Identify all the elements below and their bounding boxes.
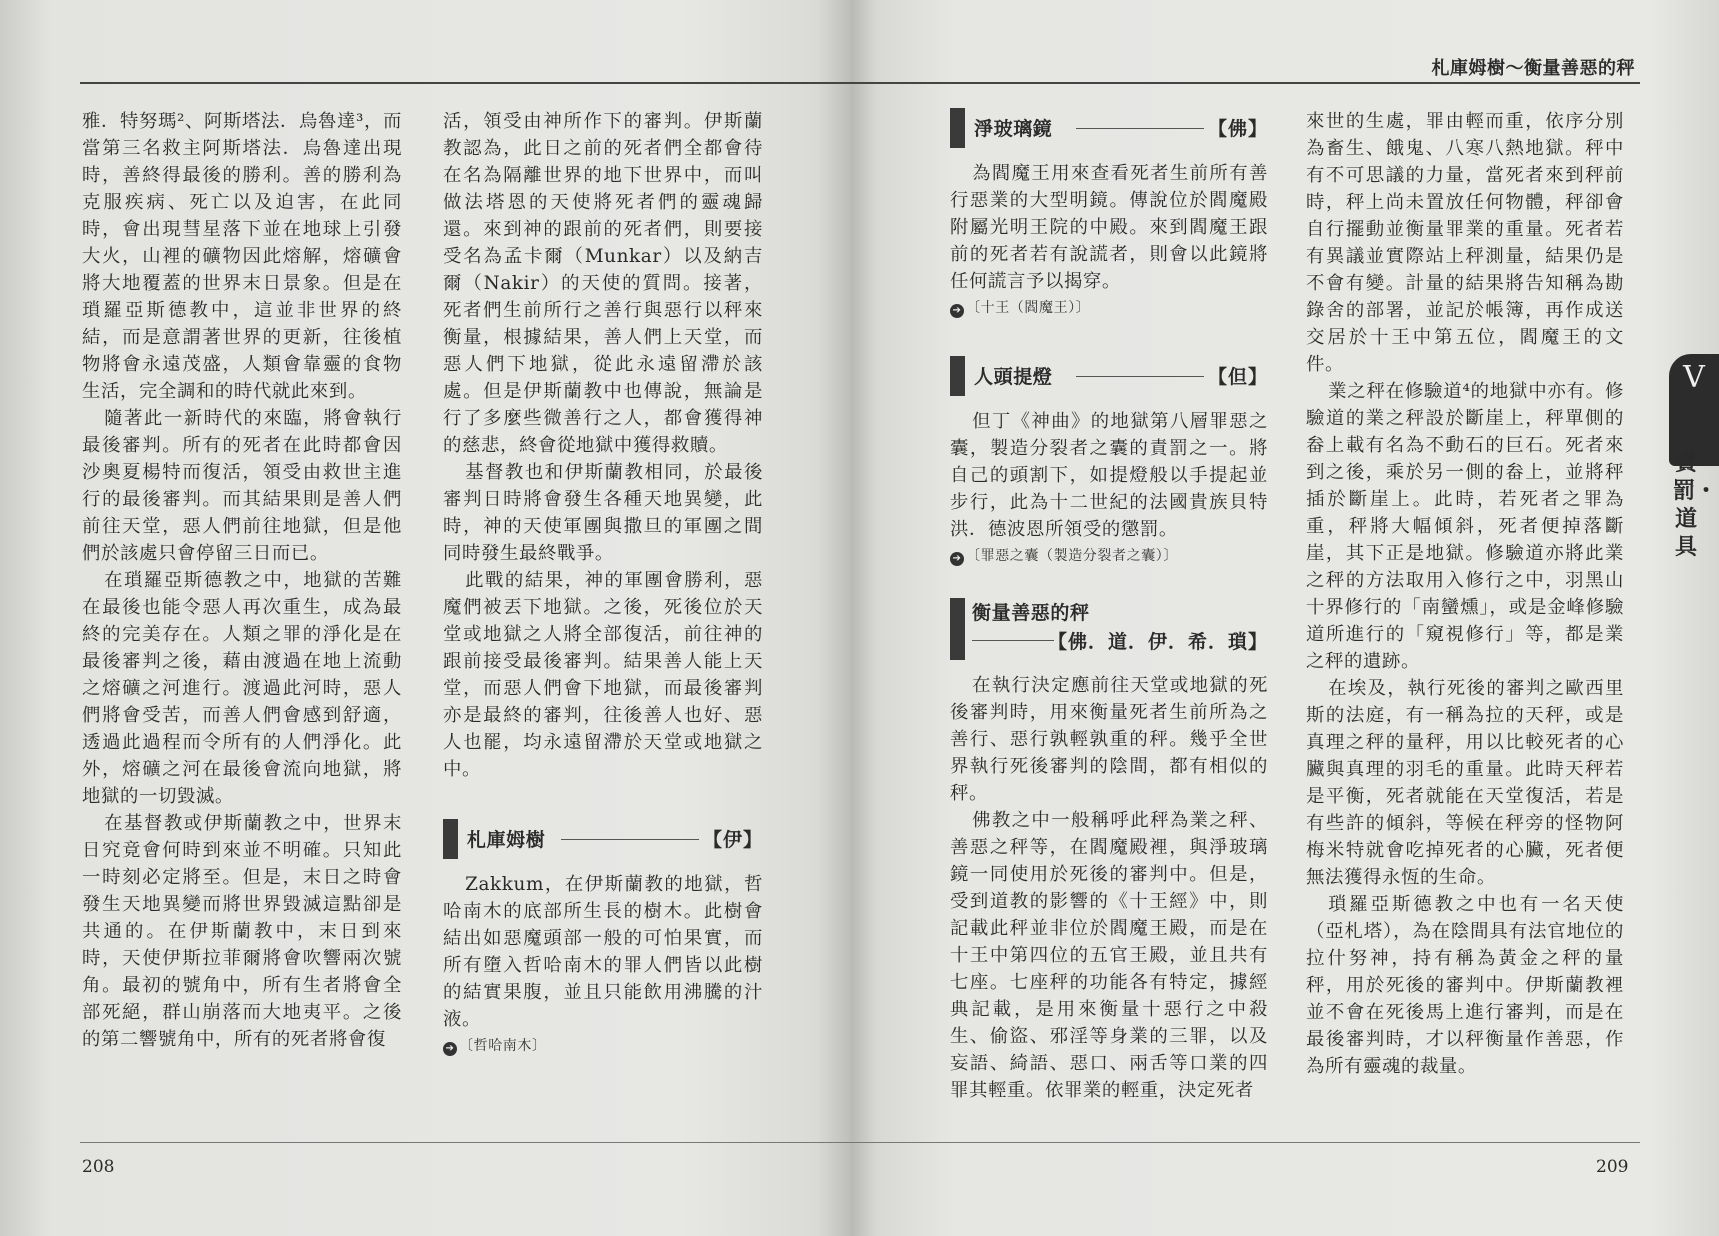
- entry-tag: 【但】: [1207, 366, 1268, 388]
- entry-title: 衡量善惡的秤: [972, 602, 1090, 624]
- entry-heading-zakkum: [443, 819, 763, 859]
- paragraph: 基督教也和伊斯蘭教相同，於最後審判日時將會發生各種天地異變，此時，神的天使軍團與撒旦的軍團之間同時發生最終戰爭。: [443, 462, 763, 564]
- page-number-left: 208: [82, 1157, 115, 1177]
- top-rule-left: [80, 82, 851, 84]
- reference-text: 〔十王（閻魔王）〕: [966, 300, 1091, 316]
- entry-tag: 【佛．道．伊．希．瑣】: [1047, 631, 1268, 653]
- running-header: 札庫姆樹～衡量善惡的秤: [1431, 58, 1635, 79]
- arrow-icon: ➔: [443, 1042, 457, 1056]
- entry-heading-mirror: [950, 108, 1268, 148]
- left-page: [0, 0, 851, 1236]
- reference-text: 〔哲哈南木〕: [459, 1038, 547, 1054]
- entry-tag: 【佛】: [1207, 118, 1268, 140]
- heading-rule: [561, 839, 699, 840]
- entry-body: 在執行決定應前往天堂或地獄的死後審判時，用來衡量死者生前所為之善行、惡行孰輕孰重的秤。幾乎全世界執行死後審判的陰間，都有相似的秤。: [950, 675, 1268, 804]
- cross-reference: [443, 1033, 763, 1060]
- entry-body: 但丁《神曲》的地獄第八層罪惡之囊，製造分裂者之囊的責罰之一。將自己的頭割下，如提燈般以手提起並步行，此為十二世紀的法國貴族貝特洪．德波恩所領受的懲罰。: [950, 411, 1268, 540]
- entry-title: 人頭提燈: [974, 366, 1053, 388]
- left-column-1: [82, 108, 402, 1053]
- paragraph: 來世的生處，罪由輕而重，依序分別為畜生、餓鬼、八寒八熱地獄。秤中有不可思議的力量，當死者來到秤前時，秤上尚未置放任何物體，秤卻會自行擺動並衡量罪業的重量。死者若有異議並實際站上秤測量，結果仍是不會有變。計量的結果將告知稱為勘錄舍的部署，並記於帳簿，再作成送交居於十王中第五位，閻魔王的文件。: [1306, 111, 1624, 375]
- paragraph: 瑣羅亞斯德教之中也有一名天使（亞札塔），為在陰間具有法官地位的拉什努神，持有稱為黃金之秤的量秤，用於死後的審判中。伊斯蘭教裡並不會在死後馬上進行審判，而是在最後審判時，才以秤衡量作善惡，作為所有靈魂的裁量。: [1306, 894, 1624, 1077]
- page-number-right: 209: [1596, 1157, 1629, 1177]
- paragraph: 業之秤在修驗道⁴的地獄中亦有。修驗道的業之秤設於斷崖上，秤單側的畚上載有名為不動石的巨石。死者來到之後，乘於另一側的畚上，並將秤插於斷崖上。此時，若死者之罪為重，秤將大幅傾斜，死者便掉落斷崖，其下正是地獄。修驗道亦將此業之秤的方法取用入修行之中，羽黑山十界修行的「南蠻燻」，或是金峰修驗道所進行的「窺視修行」等，都是業之秤的遺跡。: [1306, 381, 1624, 672]
- chapter-title: 責罰・道具: [1673, 451, 1718, 560]
- bottom-rule-right: [851, 1142, 1640, 1143]
- entry-title: 札庫姆樹: [467, 829, 546, 851]
- paragraph: 在埃及，執行死後的審判之歐西里斯的法庭，有一稱為拉的天秤，或是真理之秤的量秤，用以比較死者的心臟與真理的羽毛的重量。此時天秤若是平衡，死者就能在天堂復活，若是有些許的傾斜，等候在秤旁的怪物阿梅米特就會吃掉死者的心臟，死者便無法獲得永恆的生命。: [1306, 678, 1624, 888]
- arrow-icon: ➔: [950, 304, 964, 318]
- heading-rule: [972, 640, 1054, 641]
- entry-body: 佛教之中一般稱呼此秤為業之秤、善惡之秤等，在閻魔殿裡，與淨玻璃鏡一同使用於死後的審判中。但是，受到道教的影響的《十王經》中，則記載此秤並非位於閻魔王殿，而是在十王中第四位的五官王殿，並且共有七座。七座秤的功能各有特定，據經典記載，是用來衡量十惡行之中殺生、偷盜、邪淫等身業的三罪，以及妄語、綺語、惡口、兩舌等口業的四罪其輕重。依罪業的輕重，決定死者: [950, 810, 1268, 1101]
- heading-bar: [443, 819, 458, 859]
- reference-text: 〔罪惡之囊（製造分裂者之囊）〕: [966, 548, 1178, 564]
- heading-bar: [950, 108, 965, 148]
- heading-bar: [950, 598, 965, 660]
- bottom-rule-left: [80, 1142, 851, 1143]
- entry-title: 淨玻璃鏡: [974, 118, 1053, 140]
- entry-heading-scale: [950, 598, 1268, 660]
- paragraph: 此戰的結果，神的軍團會勝利，惡魔們被丟下地獄。之後，死後位於天堂或地獄之人將全部復活，前往神的跟前接受最後審判。結果善人能上天堂，而惡人們會下地獄，而最後審判亦是最終的審判，往後善人也好、惡人也罷，均永遠留滯於天堂或地獄之中。: [443, 570, 763, 780]
- right-column-1: [950, 108, 1268, 1104]
- chapter-number: V: [1683, 360, 1705, 395]
- top-rule-right: [851, 82, 1640, 84]
- heading-rule: [1076, 376, 1204, 377]
- entry-heading-head-lantern: [950, 356, 1268, 396]
- right-column-2: [1306, 108, 1624, 1080]
- paragraph: 在基督教或伊斯蘭教之中，世界末日究竟會何時到來並不明確。只知此一時刻必定將至。但是，末日之時會發生天地異變而將世界毀滅這點卻是共通的。在伊斯蘭教中，末日到來時，天使伊斯拉菲爾將會吹響兩次號角。最初的號角中，所有生者將會全部死絕，群山崩落而大地夷平。之後的第二響號角中，所有的死者將會復: [82, 813, 402, 1050]
- arrow-icon: ➔: [950, 552, 964, 566]
- paragraph: 在瑣羅亞斯德教之中，地獄的苦難在最後也能令惡人再次重生，成為最終的完美存在。人類之罪的淨化是在最後審判之後，藉由渡過在地上流動之熔礦之河進行。渡過此河時，惡人們將會受苦，而善人們會感到舒適，透過此過程而令所有的人們淨化。此外，熔礦之河在最後會流向地獄，將地獄的一切毀滅。: [82, 570, 402, 807]
- entry-tag: 【伊】: [702, 829, 763, 851]
- entry-body: 為閻魔王用來查看死者生前所有善行惡業的大型明鏡。傳說位於閻魔殿附屬光明王院的中殿。來到閻魔王跟前的死者若有說謊者，則會以此鏡將任何謊言予以揭穿。: [950, 163, 1268, 292]
- paragraph: 雅．特努瑪²、阿斯塔法．烏魯達³，而當第三名救主阿斯塔法．烏魯達出現時，善終得最後的勝利。善的勝利為克服疾病、死亡以及迫害，在此同時，會出現彗星落下並在地球上引發大火，山裡的礦物因此熔解，熔礦會將大地覆蓋的世界末日景象。但是在瑣羅亞斯德教中，這並非世界的終結，而是意謂著世界的更新，往後植物將會永遠茂盛，人類會靠靈的食物生活，完全調和的時代就此來到。: [82, 111, 402, 402]
- paragraph: 隨著此一新時代的來臨，將會執行最後審判。所有的死者在此時都會因沙奧夏楊特而復活，領受由救世主進行的最後審判。而其結果則是善人們前往天堂，惡人們前往地獄，但是他們於該處只會停留三日而已。: [82, 408, 402, 564]
- right-page: [851, 0, 1719, 1236]
- entry-body: Zakkum，在伊斯蘭教的地獄，哲哈南木的底部所生長的樹木。此樹會結出如惡魔頭部一般的可怕果實，而所有墮入哲哈南木的罪人們皆以此樹的結實果腹，並且只能飲用沸騰的汁液。: [443, 874, 763, 1030]
- cross-reference: [950, 543, 1268, 570]
- paragraph: 活，領受由神所作下的審判。伊斯蘭教認為，此日之前的死者們全都會待在名為隔離世界的地下世界中，而叫做法塔恩的天使將死者們的靈魂歸還。來到神的跟前的死者們，則要接受名為孟卡爾（Munkar）以及納吉爾（Nakir）的天使的質問。接著，死者們生前所行之善行與惡行以秤來衡量，根據結果，善人們上天堂，而惡人們下地獄，從此永遠留滯於該處。但是伊斯蘭教中也傳說，無論是行了多麼些微善行之人，都會獲得神的慈悲，終會從地獄中獲得救贖。: [443, 111, 763, 456]
- left-column-2: [443, 108, 763, 1060]
- heading-bar: [950, 356, 965, 396]
- cross-reference: [950, 295, 1268, 322]
- heading-rule: [1076, 128, 1204, 129]
